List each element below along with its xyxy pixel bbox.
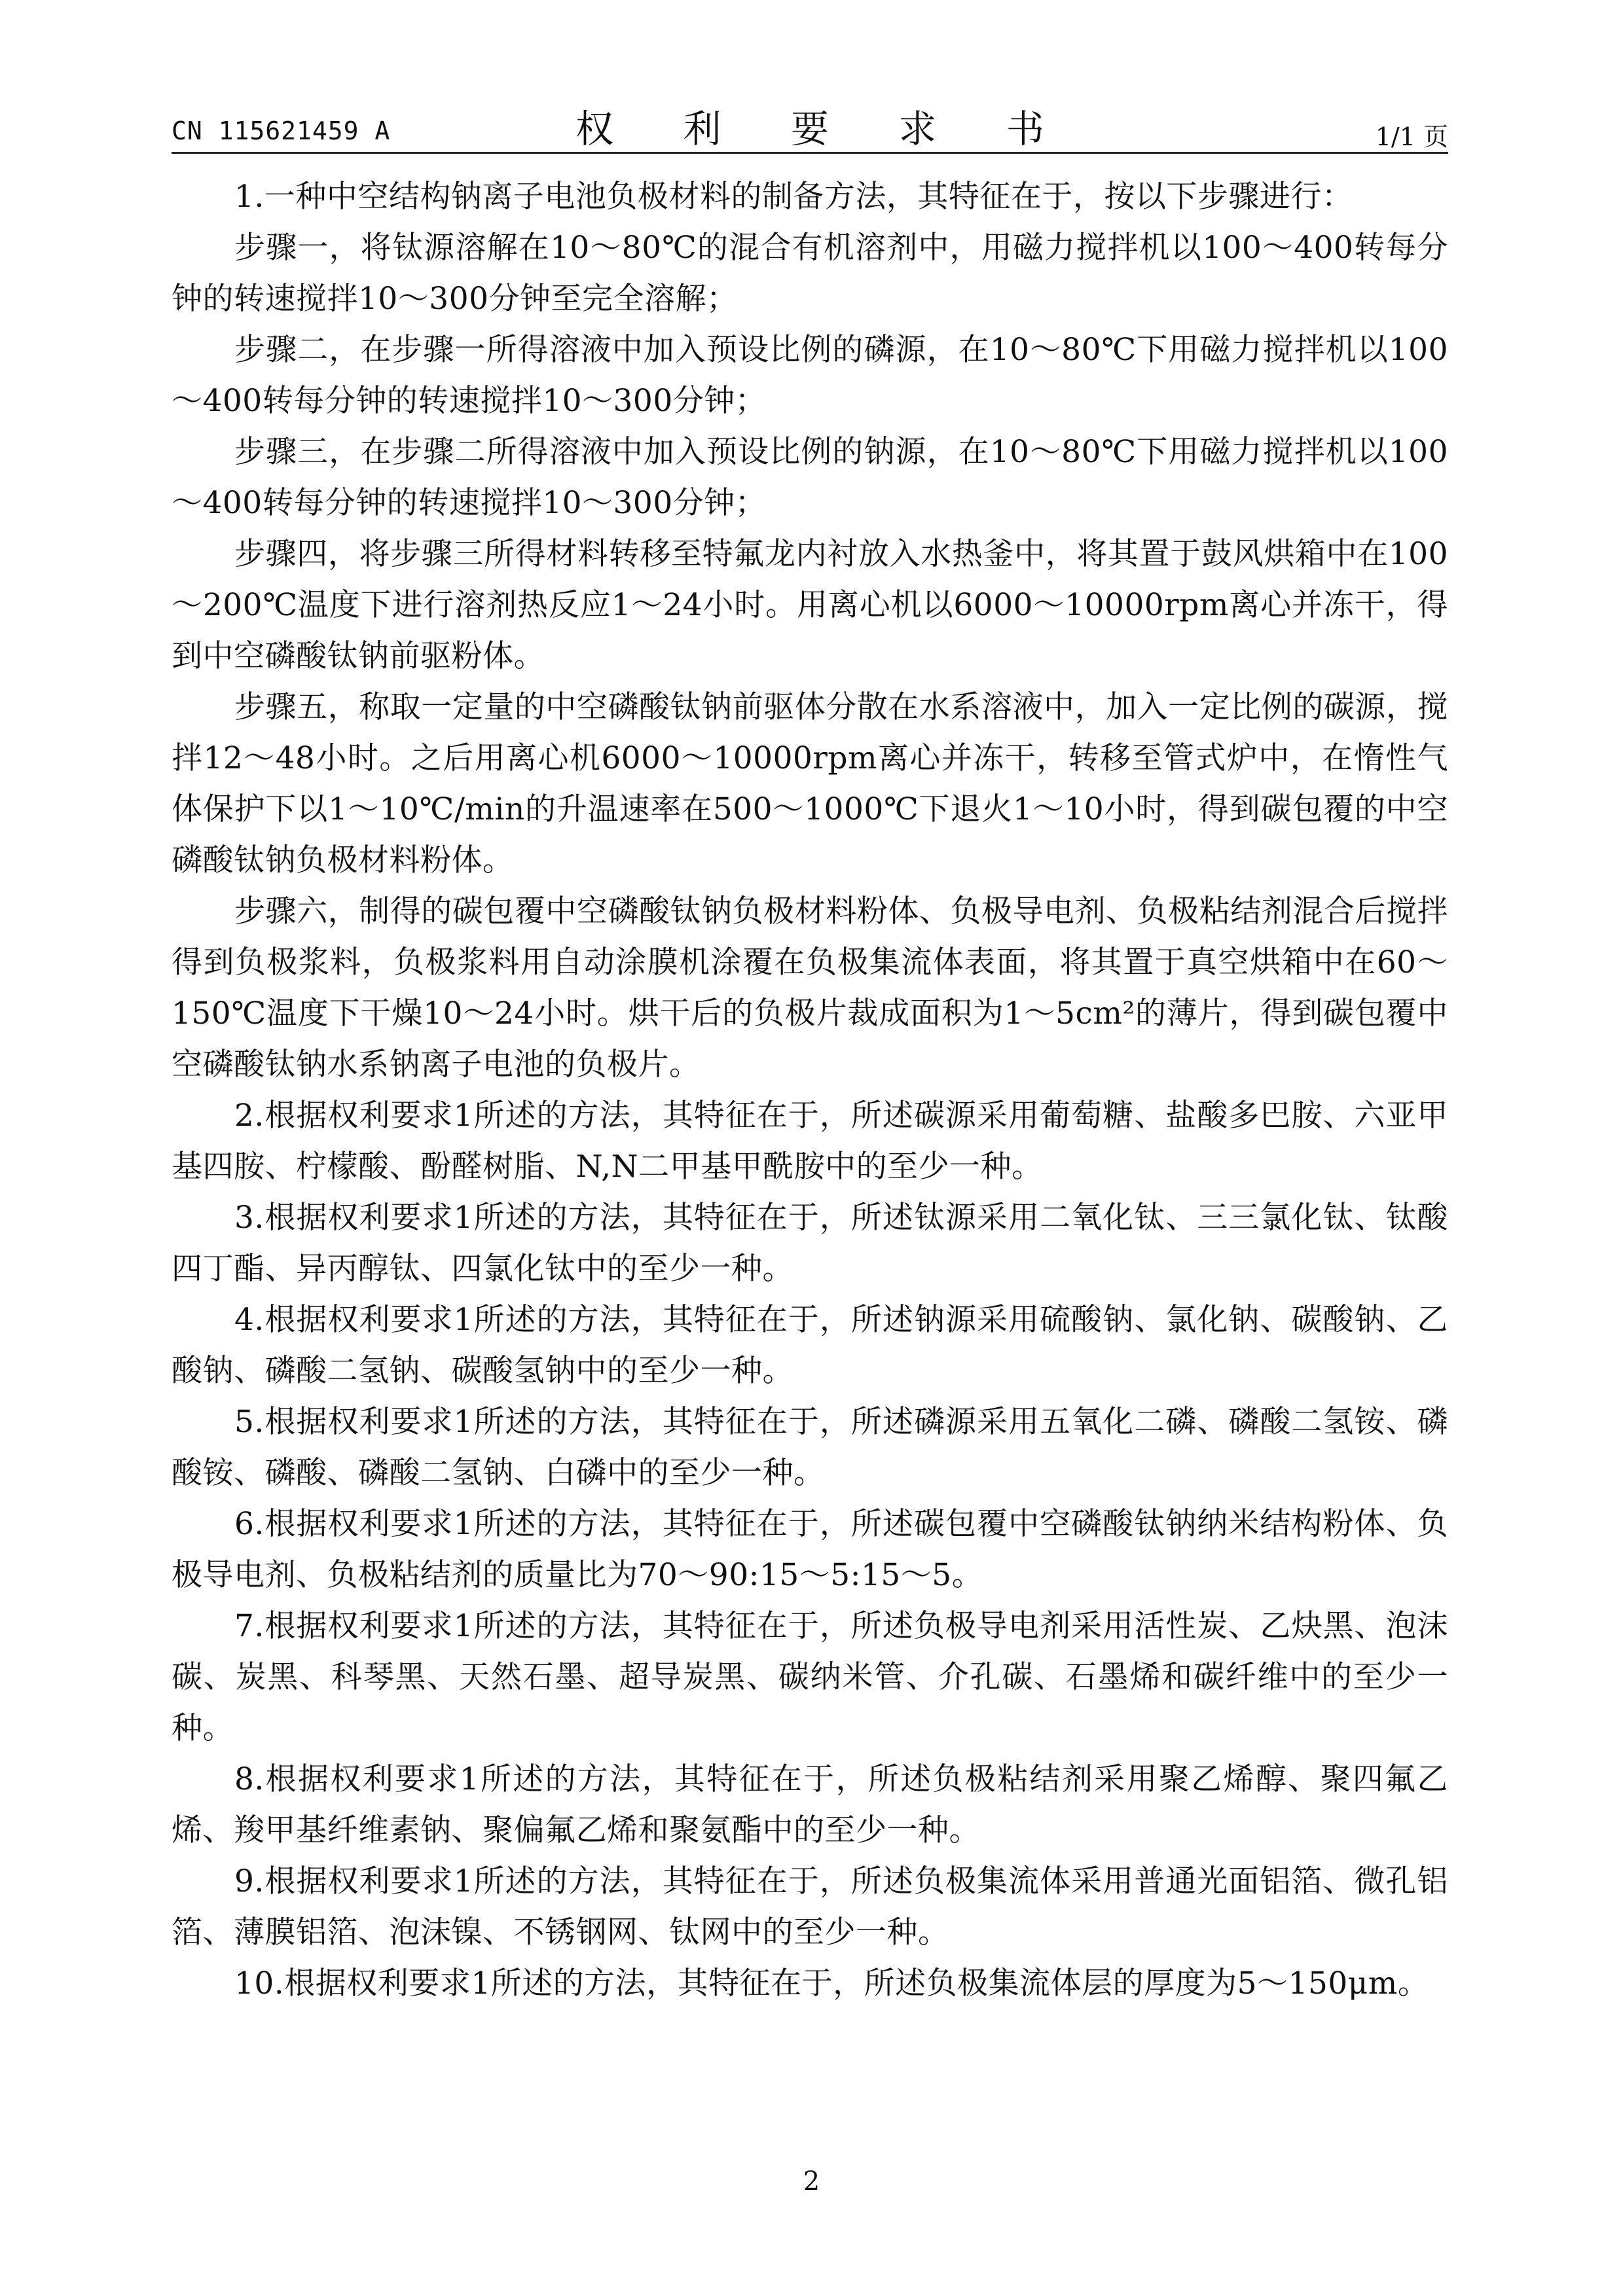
claim-1: 1.一种中空结构钠离子电池负极材料的制备方法，其特征在于，按以下步骤进行： — [234, 179, 1353, 215]
document-title: 权 利 要 求 书 — [575, 107, 1073, 151]
claim-2: 2.根据权利要求1所述的方法，其特征在于，所述碳源采用葡萄糖、盐酸多巴胺、六亚甲基四胺、柠檬酸、酚醛树脂、N,N二甲基甲酰胺中的至少一种。 — [172, 1098, 1448, 1185]
claim-1-step-5: 步骤五，称取一定量的中空磷酸钛钠前驱体分散在水系溶液中，加入一定比例的碳源，搅拌12～48小时。之后用离心机6000～10000rpm离心并冻干，转移至管式炉中，在惰性气体保护下以1～10℃/min的升温速率在500～1000℃下退火1～10小时，得到碳包覆的中空磷酸钛钠负极材料粉体。 — [172, 689, 1448, 878]
claim-6: 6.根据权利要求1所述的方法，其特征在于，所述碳包覆中空磷酸钛钠纳米结构粉体、负极导电剂、负极粘结剂的质量比为70～90:15～5:15～5。 — [172, 1506, 1448, 1593]
page-header — [172, 97, 1448, 149]
claim-1-step-2: 步骤二，在步骤一所得溶液中加入预设比例的磷源，在10～80℃下用磁力搅拌机以100～400转每分钟的转速搅拌10～300分钟； — [172, 332, 1448, 419]
claim-1-step-3: 步骤三，在步骤二所得溶液中加入预设比例的钠源，在10～80℃下用磁力搅拌机以100～400转每分钟的转速搅拌10～300分钟； — [172, 434, 1448, 521]
page-number: 2 — [803, 2166, 820, 2197]
publication-number: CN 115621459 A — [172, 117, 391, 145]
claims-body — [172, 171, 1448, 2009]
claim-1-step-1: 步骤一，将钛源溶解在10～80℃的混合有机溶剂中，用磁力搅拌机以100～400转每分钟的转速搅拌10～300分钟至完全溶解； — [172, 230, 1448, 317]
header-divider — [172, 152, 1448, 154]
claim-4: 4.根据权利要求1所述的方法，其特征在于，所述钠源采用硫酸钠、氯化钠、碳酸钠、乙酸钠、磷酸二氢钠、碳酸氢钠中的至少一种。 — [172, 1302, 1448, 1389]
claim-1-step-4: 步骤四，将步骤三所得材料转移至特氟龙内衬放入水热釜中，将其置于鼓风烘箱中在100～200℃温度下进行溶剂热反应1～24小时。用离心机以6000～10000rpm离心并冻干，得到中空磷酸钛钠前驱粉体。 — [172, 536, 1448, 674]
claim-7: 7.根据权利要求1所述的方法，其特征在于，所述负极导电剂采用活性炭、乙炔黑、泡沫碳、炭黑、科琴黑、天然石墨、超导炭黑、碳纳米管、介孔碳、石墨烯和碳纤维中的至少一种。 — [172, 1608, 1448, 1746]
claim-8: 8.根据权利要求1所述的方法，其特征在于，所述负极粘结剂采用聚乙烯醇、聚四氟乙烯、羧甲基纤维素钠、聚偏氟乙烯和聚氨酯中的至少一种。 — [172, 1761, 1448, 1848]
claim-5: 5.根据权利要求1所述的方法，其特征在于，所述磷源采用五氧化二磷、磷酸二氢铵、磷酸铵、磷酸、磷酸二氢钠、白磷中的至少一种。 — [172, 1404, 1448, 1491]
claim-3: 3.根据权利要求1所述的方法，其特征在于，所述钛源采用二氧化钛、三三氯化钛、钛酸四丁酯、异丙醇钛、四氯化钛中的至少一种。 — [172, 1200, 1448, 1287]
page-indicator: 1/1 页 — [1375, 122, 1448, 151]
claim-10: 10.根据权利要求1所述的方法，其特征在于，所述负极集流体层的厚度为5～150μm。 — [234, 1965, 1429, 2001]
claim-9: 9.根据权利要求1所述的方法，其特征在于，所述负极集流体采用普通光面铝箔、微孔铝箔、薄膜铝箔、泡沫镍、不锈钢网、钛网中的至少一种。 — [172, 1863, 1448, 1950]
claim-1-step-6: 步骤六，制得的碳包覆中空磷酸钛钠负极材料粉体、负极导电剂、负极粘结剂混合后搅拌得到负极浆料，负极浆料用自动涂膜机涂覆在负极集流体表面，将其置于真空烘箱中在60～150℃温度下干燥10～24小时。烘干后的负极片裁成面积为1～5cm²的薄片，得到碳包覆中空磷酸钛钠水系钠离子电池的负极片。 — [172, 893, 1448, 1083]
